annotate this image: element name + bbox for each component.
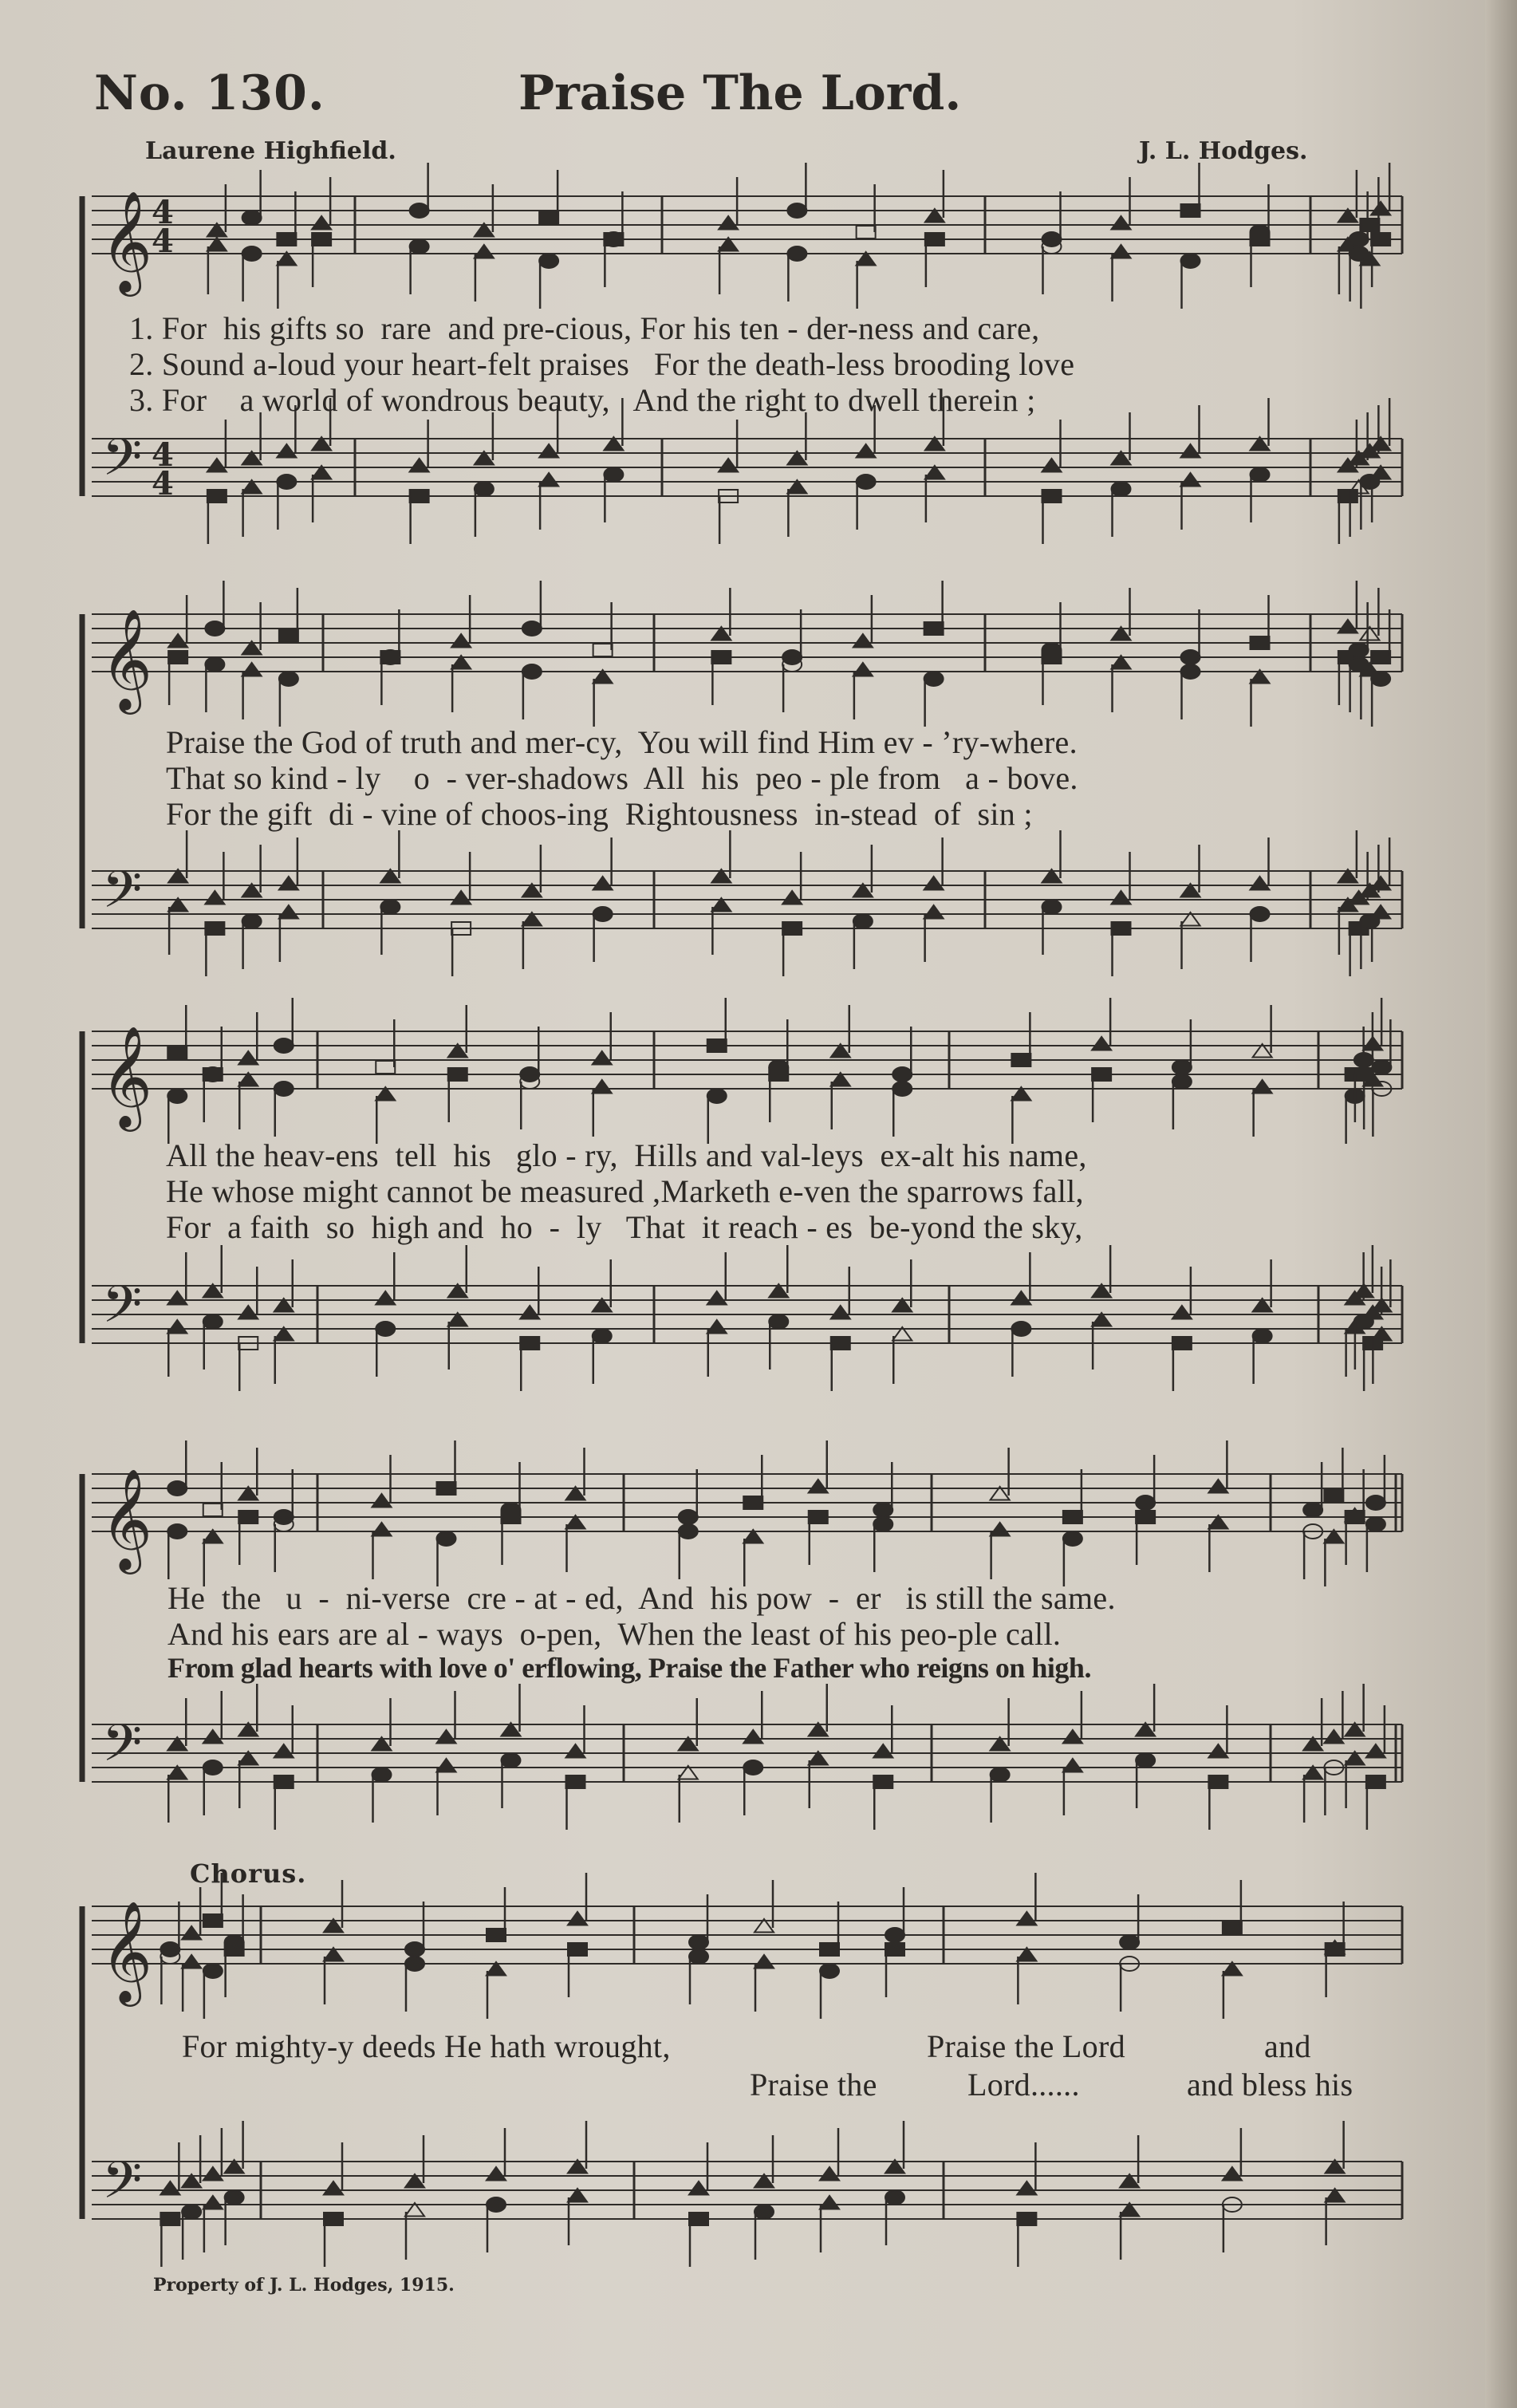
- shape-note: [679, 1510, 698, 1524]
- shape-note: [831, 1337, 850, 1350]
- time-sig-bottom: 4: [152, 465, 174, 502]
- shape-note: [203, 1068, 223, 1081]
- shape-note: [539, 473, 558, 487]
- shape-note: [885, 1928, 904, 1942]
- shape-note: [820, 2167, 839, 2181]
- hymn-number: No. 130.: [94, 65, 325, 121]
- shape-note: [1366, 1775, 1385, 1788]
- shape-note: [873, 1503, 892, 1517]
- shape-note: [539, 254, 558, 268]
- chorus-line1-praise: Praise the Lord: [927, 2028, 1125, 2064]
- shape-note: [167, 1524, 187, 1539]
- shape-note: [205, 922, 224, 935]
- shape-note: [312, 216, 331, 230]
- shape-note: [1363, 1037, 1382, 1050]
- shape-note: [539, 444, 558, 458]
- shape-note: [203, 2167, 223, 2181]
- shape-note: [1181, 650, 1200, 664]
- shape-note: [1346, 1511, 1365, 1523]
- shape-note: [372, 1523, 392, 1536]
- shape-note: [707, 1320, 727, 1334]
- shape-note: [769, 1068, 788, 1081]
- shape-note: [991, 1768, 1010, 1782]
- shape-note: [1172, 1060, 1192, 1074]
- shape-note: [1181, 444, 1200, 458]
- shape-note: [853, 663, 873, 676]
- shape-note: [1253, 1329, 1272, 1343]
- shape-note: [707, 1089, 727, 1103]
- shape-note: [410, 459, 429, 472]
- treble-clef: 𝄞: [100, 1900, 153, 2002]
- shape-note: [238, 1306, 258, 1319]
- shape-note: [1181, 254, 1200, 268]
- shape-note: [167, 1089, 187, 1103]
- shape-note: [719, 216, 738, 230]
- shape-note: [787, 246, 806, 261]
- shape-note: [372, 1494, 392, 1507]
- shape-note: [1251, 467, 1270, 482]
- shape-note: [1324, 1730, 1343, 1744]
- treble-clef: 𝄞: [100, 1468, 153, 1570]
- shape-note: [1208, 1480, 1227, 1493]
- shape-note: [1366, 1744, 1385, 1758]
- shape-note: [892, 1067, 912, 1082]
- shape-note: [831, 1306, 850, 1319]
- shape-note: [1371, 877, 1390, 890]
- shape-note: [689, 2213, 708, 2225]
- shape-note: [1326, 1943, 1345, 1956]
- shape-note: [324, 2213, 343, 2225]
- shape-note: [207, 459, 227, 472]
- shape-note: [1063, 1759, 1082, 1772]
- shape-note: [1371, 233, 1390, 246]
- bass-clef: 𝄢: [102, 2151, 143, 2223]
- shape-note: [405, 1957, 424, 1971]
- shape-note: [1063, 1531, 1082, 1546]
- shape-note: [1251, 636, 1270, 649]
- shape-note: [925, 233, 944, 246]
- shape-note: [1354, 1053, 1373, 1067]
- shape-note: [1112, 216, 1131, 230]
- shape-note: [437, 1759, 456, 1772]
- shape-note: [689, 1949, 708, 1964]
- shape-note: [1092, 1037, 1111, 1050]
- shape-note: [873, 1517, 892, 1531]
- shape-note: [1017, 2181, 1036, 2195]
- shape-note: [203, 1314, 223, 1329]
- shape-note: [279, 672, 298, 686]
- shape-note: [787, 203, 806, 218]
- shape-note: [820, 2196, 839, 2209]
- shape-note: [593, 1080, 612, 1094]
- shape-note: [593, 1051, 612, 1065]
- copyright-footer: Property of J. L. Hodges, 1915.: [153, 2275, 455, 2296]
- shape-note: [520, 1337, 539, 1350]
- shape-note: [1042, 900, 1062, 914]
- shape-note: [892, 1082, 912, 1096]
- shape-note: [755, 2205, 774, 2219]
- treble-clef: 𝄞: [100, 190, 153, 292]
- shape-note: [1017, 1912, 1036, 1925]
- shape-note: [566, 1775, 585, 1788]
- shape-note: [857, 475, 876, 489]
- shape-note: [520, 1306, 539, 1319]
- shape-note: [1063, 1730, 1082, 1744]
- shape-note: [160, 2213, 179, 2225]
- shape-note: [182, 1926, 201, 1940]
- shape-note: [1181, 664, 1200, 679]
- composer: J. L. Hodges.: [1139, 137, 1308, 165]
- shape-note: [809, 1480, 828, 1493]
- shape-note: [566, 1744, 585, 1758]
- shape-note: [1011, 1054, 1030, 1066]
- shape-note: [410, 203, 429, 218]
- shape-note: [277, 233, 296, 246]
- shape-note: [1338, 620, 1357, 633]
- shape-note: [487, 2167, 506, 2181]
- shape-note: [857, 444, 876, 458]
- shape-note: [1112, 922, 1131, 935]
- bass-clef: 𝄢: [102, 1714, 143, 1786]
- shape-note: [437, 1531, 456, 1546]
- shape-note: [451, 891, 471, 904]
- shape-note: [168, 634, 187, 648]
- shape-note: [279, 629, 298, 642]
- shape-note: [604, 467, 623, 482]
- shape-note: [743, 1760, 762, 1775]
- shape-note: [1136, 1496, 1155, 1510]
- hymn-title: Praise The Lord.: [518, 65, 962, 121]
- shape-note: [167, 1291, 187, 1305]
- shape-note: [437, 1730, 456, 1744]
- shape-note: [225, 1943, 244, 1956]
- shape-note: [782, 891, 802, 904]
- shape-note: [168, 651, 187, 664]
- shape-note: [207, 490, 227, 502]
- shape-note: [1136, 1753, 1155, 1768]
- shape-note: [1223, 2167, 1242, 2181]
- verse2-line2: That so kind - ly o - ver-shadows All his peo - ple from a - bove.: [166, 760, 1078, 796]
- shape-note: [205, 657, 224, 672]
- verse1-line4: He the u - ni-verse cre - at - ed, And his pow - er is still the same.: [167, 1580, 1116, 1616]
- shape-note: [1253, 1080, 1272, 1094]
- shape-note: [312, 233, 331, 246]
- shape-note: [487, 1929, 506, 1941]
- shape-note: [1112, 245, 1131, 258]
- shape-note: [1371, 651, 1390, 664]
- shape-note: [487, 2197, 506, 2212]
- verse3-line3: For a faith so high and ho - ly That it reach - es be-yond the sky,: [166, 1209, 1083, 1245]
- shape-note: [203, 2196, 223, 2209]
- shape-note: [1350, 643, 1369, 657]
- shape-note: [809, 1511, 828, 1523]
- shape-note: [182, 2205, 201, 2219]
- shape-note: [238, 1051, 258, 1065]
- chorus-line2-praise: Praise the: [750, 2067, 877, 2103]
- shape-note: [203, 1730, 223, 1744]
- shape-note: [707, 1291, 727, 1305]
- verse1-line1: 1. For his gifts so rare and pre-cious, For his ten - der-ness and care,: [129, 310, 1040, 346]
- shape-note: [160, 2181, 179, 2195]
- shape-note: [857, 226, 876, 238]
- shape-note: [604, 233, 623, 246]
- shape-note: [1181, 473, 1200, 487]
- shape-note: [376, 1322, 395, 1336]
- shape-note: [167, 1046, 187, 1059]
- shape-note: [1172, 1337, 1192, 1350]
- shape-note: [1063, 1511, 1082, 1523]
- shape-note: [376, 1291, 395, 1305]
- verse1-line2: Praise the God of truth and mer-cy, You will find Him ev - ’ry-where.: [166, 724, 1078, 760]
- time-sig-top: 4: [152, 436, 174, 474]
- bass-clef: 𝄢: [102, 1275, 143, 1347]
- shape-note: [885, 1943, 904, 1956]
- verse2-line1: 2. Sound a-loud your heart-felt praises For the death-less brooding love: [129, 346, 1075, 382]
- shape-note: [1303, 1503, 1322, 1517]
- verse2-line3: He whose might cannot be measured ,Marketh e-ven the sparrows fall,: [166, 1173, 1084, 1209]
- shape-note: [1338, 490, 1357, 502]
- shape-note: [205, 891, 224, 904]
- shape-note: [167, 1320, 187, 1334]
- shape-note: [1251, 877, 1270, 890]
- verse2-line4: And his ears are al - ways o-pen, When the least of his peo-ple call.: [167, 1616, 1062, 1652]
- shape-note: [242, 914, 262, 928]
- shape-note: [274, 1082, 294, 1096]
- chorus-line1-and: and: [1264, 2028, 1311, 2064]
- shape-note: [769, 1314, 788, 1329]
- shape-note: [1017, 2213, 1036, 2225]
- shape-note: [380, 651, 400, 664]
- shape-note: [502, 1511, 521, 1523]
- shape-note: [279, 877, 298, 890]
- shape-note: [376, 1061, 395, 1074]
- shape-note: [820, 1943, 839, 1956]
- shape-note: [242, 211, 262, 225]
- shape-note: [593, 877, 613, 890]
- shape-note: [205, 621, 224, 636]
- shape-note: [743, 1730, 762, 1744]
- shape-note: [1366, 1517, 1385, 1531]
- shape-note: [475, 245, 494, 258]
- shape-note: [410, 239, 429, 254]
- shape-note: [689, 1935, 708, 1949]
- shape-note: [924, 877, 944, 890]
- shape-note: [279, 905, 298, 919]
- shape-note: [1251, 233, 1270, 246]
- shape-note: [324, 2181, 343, 2195]
- shape-note: [873, 1775, 892, 1788]
- shape-note: [1223, 1921, 1242, 1934]
- shape-note: [277, 444, 296, 458]
- verse1-line3: All the heav-ens tell his glo - ry, Hills and val-leys ex-alt his name,: [166, 1137, 1087, 1173]
- shape-note: [743, 1496, 762, 1509]
- shape-note: [1011, 1291, 1030, 1305]
- verse3-line4: From glad hearts with love o' erflowing, Praise the Father who reigns on high.: [167, 1652, 1091, 1684]
- shape-note: [853, 914, 873, 928]
- shape-note: [1011, 1322, 1030, 1336]
- shape-note: [405, 1942, 424, 1957]
- shape-note: [1324, 1489, 1343, 1502]
- shape-note: [820, 1964, 839, 1978]
- shape-note: [1042, 651, 1062, 664]
- shape-note: [853, 634, 873, 648]
- shape-note: [1371, 905, 1390, 919]
- shape-note: [991, 1523, 1010, 1536]
- shape-note: [593, 1329, 612, 1343]
- shape-note: [182, 1955, 201, 1969]
- lyricist: Laurene Highfield.: [145, 137, 396, 165]
- shape-note: [1372, 1060, 1391, 1074]
- treble-clef: 𝄞: [100, 1025, 153, 1127]
- chorus-label: Chorus.: [190, 1858, 307, 1889]
- shape-note: [203, 1504, 223, 1516]
- verse3-line1: 3. For a world of wondrous beauty, And the right to dwell therein ;: [129, 382, 1036, 418]
- verse3-line2: For the gift di - vine of choos-ing Rightousness in-stead of sin ;: [166, 796, 1033, 832]
- time-sig-bottom: 4: [152, 223, 174, 260]
- shape-note: [1251, 907, 1270, 921]
- shape-note: [372, 1768, 392, 1782]
- shape-note: [1208, 1744, 1227, 1758]
- shape-note: [522, 664, 542, 679]
- shape-note: [1042, 490, 1062, 502]
- shape-note: [1366, 1496, 1385, 1510]
- shape-note: [924, 905, 944, 919]
- shape-note: [679, 1524, 698, 1539]
- shape-note: [1350, 232, 1369, 246]
- shape-note: [873, 1744, 892, 1758]
- shape-note: [225, 2190, 244, 2205]
- shape-note: [277, 475, 296, 489]
- chorus-line2-lord: Lord......: [967, 2067, 1080, 2103]
- shape-note: [689, 2181, 708, 2195]
- shape-note: [719, 459, 738, 472]
- shape-note: [1360, 219, 1379, 231]
- chorus-line1: For mighty-y deeds He hath wrought,: [182, 2028, 671, 2064]
- shape-note: [203, 1964, 223, 1978]
- shape-note: [1172, 1306, 1192, 1319]
- shape-note: [242, 246, 262, 261]
- shape-note: [242, 663, 262, 676]
- shape-note: [1181, 204, 1200, 217]
- shape-note: [475, 482, 494, 496]
- shape-note: [203, 1760, 223, 1775]
- shape-note: [1092, 1068, 1111, 1081]
- shape-note: [1112, 891, 1131, 904]
- shape-note: [1172, 1074, 1192, 1089]
- shape-note: [593, 644, 613, 656]
- shape-note: [755, 1955, 774, 1969]
- shape-note: [410, 490, 429, 502]
- shape-note: [274, 1775, 294, 1788]
- shape-note: [924, 672, 944, 686]
- shape-note: [448, 1068, 467, 1081]
- treble-clef: 𝄞: [100, 608, 153, 710]
- shape-note: [238, 1511, 258, 1523]
- shape-note: [782, 922, 802, 935]
- shape-note: [1120, 1935, 1139, 1949]
- shape-note: [1112, 482, 1131, 496]
- shape-note: [568, 1943, 587, 1956]
- shape-note: [593, 907, 613, 921]
- time-sig-top: 4: [152, 194, 174, 231]
- shape-note: [568, 1912, 587, 1925]
- shape-note: [1136, 1511, 1155, 1523]
- shape-note: [167, 1481, 187, 1496]
- chorus-line2-bless: and bless his: [1187, 2067, 1353, 2103]
- shape-note: [1371, 672, 1390, 686]
- shape-note: [1208, 1775, 1227, 1788]
- shape-note: [885, 2190, 904, 2205]
- bass-clef: 𝄢: [102, 861, 143, 932]
- shape-note: [274, 1038, 294, 1053]
- shape-note: [522, 621, 542, 636]
- shape-note: [502, 1753, 521, 1768]
- shape-note: [1042, 459, 1062, 472]
- shape-note: [539, 211, 558, 224]
- shape-note: [380, 900, 400, 914]
- shape-note: [711, 651, 731, 664]
- shape-note: [437, 1482, 456, 1495]
- shape-note: [1371, 202, 1390, 215]
- shape-note: [707, 1039, 727, 1052]
- shape-note: [451, 634, 471, 648]
- shape-note: [274, 1744, 294, 1758]
- bass-clef: 𝄢: [102, 428, 143, 500]
- shape-note: [203, 1914, 223, 1927]
- shape-note: [924, 622, 944, 635]
